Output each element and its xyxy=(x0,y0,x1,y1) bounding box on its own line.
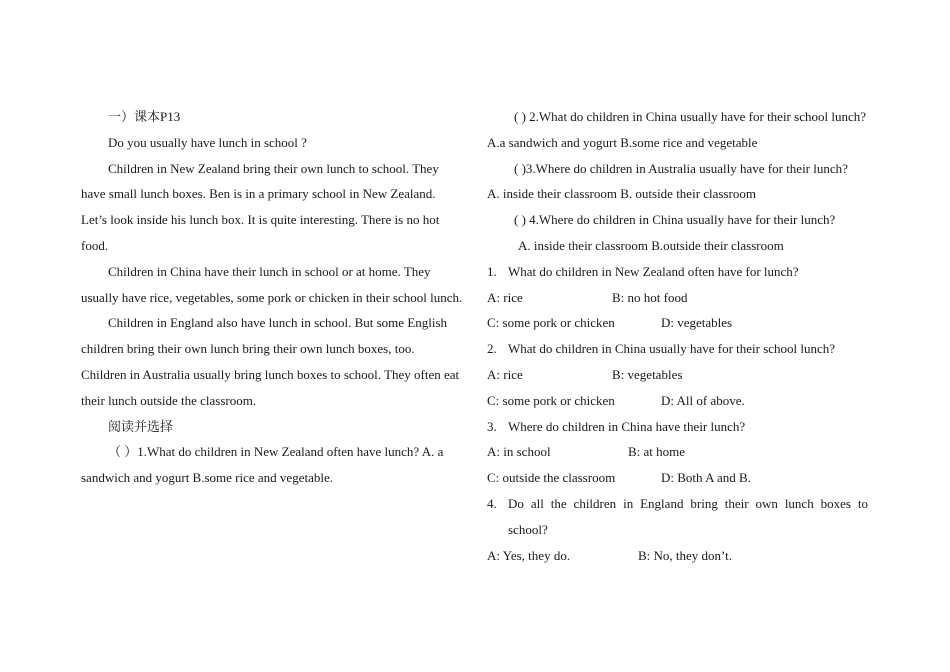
section-heading: 一）课本P13 xyxy=(108,109,181,124)
mc-question-2 xyxy=(487,336,868,362)
mc-number: 4. xyxy=(487,495,497,511)
question-1: （ ）1.What do children in New Zealand often have lunch? A. a sandwich and yogurt B.some rice and vegetable. xyxy=(81,444,444,486)
option-c: C: outside the classroom xyxy=(487,470,616,486)
paragraph-new-zealand: Children in New Zealand bring their own lunch to school. They have small lunch boxes. Ben is in a primary school in New Zealand. Let’s look inside his lunch box. It is quite interesting. There is no hot food. xyxy=(81,160,440,253)
mc-text: What do children in New Zealand often have for lunch? xyxy=(508,263,799,279)
option-a: A: rice xyxy=(487,289,523,305)
option-row xyxy=(487,543,868,569)
task-title: 阅读并选择 xyxy=(108,418,174,434)
mc-number: 2. xyxy=(487,341,497,357)
mc-question-1 xyxy=(487,259,868,285)
mc-text: Do all the children in England bring their own lunch boxes to school? xyxy=(508,495,868,537)
question-3-options: A. inside their classroom B. outside their classroom xyxy=(487,186,756,202)
option-a: A: Yes, they do. xyxy=(487,547,571,563)
option-b: B: at home xyxy=(628,444,686,460)
option-b: B: no hot food xyxy=(612,289,688,305)
option-row xyxy=(487,362,868,388)
option-d: D: Both A and B. xyxy=(661,470,751,486)
left-column xyxy=(81,104,463,491)
mc-question-4 xyxy=(487,491,868,543)
option-c: C: some pork or chicken xyxy=(487,392,615,408)
paragraph-china: Children in China have their lunch in school or at home. They usually have rice, vegetables, some pork or chicken in their school lunch. xyxy=(81,263,463,305)
mc-text: What do children in China usually have for their school lunch? xyxy=(508,341,836,357)
question-3: ( )3.Where do children in Australia usually have for their lunch? xyxy=(514,160,848,176)
option-b: B: vegetables xyxy=(612,366,683,382)
paragraph-england-australia: Children in England also have lunch in school. But some English children bring their own lunch bring their own lunch boxes, too. Children in Australia usually bring lunch boxes to school. They often eat their lunch outside the classroom. xyxy=(81,315,460,408)
mc-number: 1. xyxy=(487,263,497,279)
option-d: D: vegetables xyxy=(661,315,733,331)
question-2: ( ) 2.What do children in China usually have for their school lunch? A.a sandwich and yogurt B.some rice and vegetable xyxy=(487,109,866,150)
option-d: D: All of above. xyxy=(661,392,745,408)
option-row xyxy=(487,310,868,336)
mc-number: 3. xyxy=(487,418,497,434)
lead-question: Do you usually have lunch in school ? xyxy=(108,134,307,150)
option-c: C: some pork or chicken xyxy=(487,315,615,331)
question-4: ( ) 4.Where do children in China usually have for their lunch? xyxy=(514,212,836,228)
option-row xyxy=(487,388,868,414)
option-a: A: rice xyxy=(487,366,523,382)
right-column xyxy=(487,104,868,568)
question-4-options: A. inside their classroom B.outside their classroom xyxy=(518,237,784,253)
mc-question-3 xyxy=(487,414,868,440)
mc-text: Where do children in China have their lunch? xyxy=(508,418,746,434)
option-row xyxy=(487,439,868,465)
option-a: A: in school xyxy=(487,444,551,460)
option-row xyxy=(487,285,868,311)
option-row xyxy=(487,465,868,491)
option-b: B: No, they don’t. xyxy=(638,547,733,563)
